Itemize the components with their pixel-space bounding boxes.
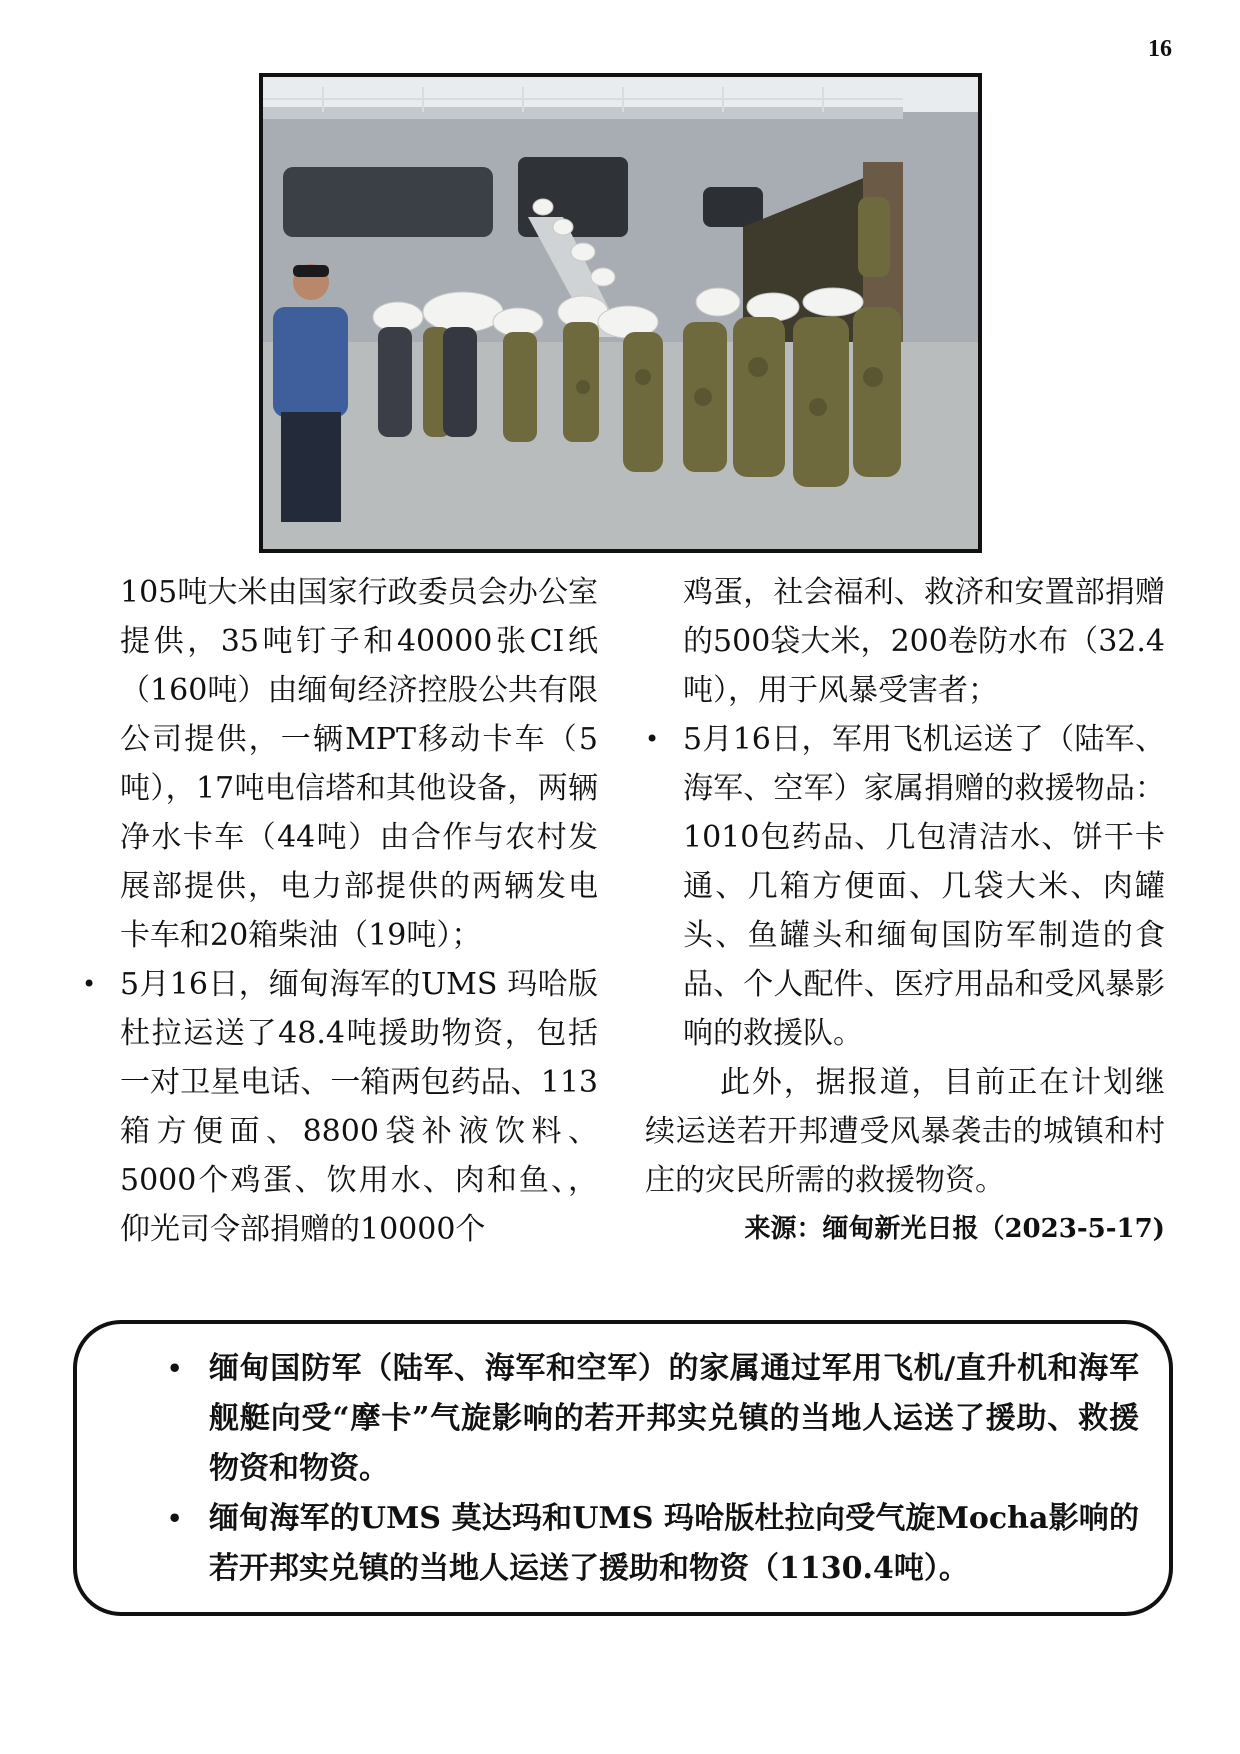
right-bullet-item: • 5月16日，军用飞机运送了（陆军、海军、空军）家属捐赠的救援物品：1010包药品、几包清洁水、饼干卡通、几箱方便面、几袋大米、肉罐头、鱼罐头和缅甸国防军制造的食品、个人配件、医疗用品和受风暴影响的救援队。 xyxy=(683,715,1165,1058)
left-bullet-item: • 5月16日，缅甸海军的UMS 玛哈版杜拉运送了48.4吨援助物资，包括一对卫星电话、一箱两包药品、113箱方便面、8800袋补液饮料、5000个鸡蛋、饮用水、肉和鱼、，仰光司令部捐赠的10000个 xyxy=(120,960,598,1254)
right-column xyxy=(645,568,1165,1254)
summary-item: • 缅甸国防军（陆军、海军和空军）的家属通过军用飞机/直升机和海军舰艇向受“摩卡”气旋影响的若开邦实兑镇的当地人运送了援助、救援物资和物资。 xyxy=(209,1344,1139,1494)
closing-paragraph: 此外，据报道，目前正在计划继续运送若开邦遭受风暴袭击的城镇和村庄的灾民所需的救援物资。 xyxy=(645,1065,1165,1198)
news-photo xyxy=(259,73,982,553)
source-citation: 来源：缅甸新光日报（2023-5-17) xyxy=(744,1214,1165,1244)
summary-list xyxy=(135,1344,1139,1594)
right-continued-bullet: 鸡蛋，社会福利、救济和安置部捐赠的500袋大米，200卷防水布（32.4吨），用于风暴受害者； xyxy=(683,575,1165,708)
ship-unloading-illustration xyxy=(263,77,978,549)
summary-item: • 缅甸海军的UMS 莫达玛和UMS 玛哈版杜拉向受气旋Mocha影响的若开邦实兑镇的当地人运送了援助和物资（1130.4吨）。 xyxy=(209,1494,1139,1594)
left-paragraph: 105吨大米由国家行政委员会办公室提供，35吨钉子和40000张CI纸（160吨）由缅甸经济控股公共有限公司提供，一辆MPT移动卡车（5吨），17吨电信塔和其他设备，两辆净水卡车（44吨）由合作与农村发展部提供，电力部提供的两辆发电卡车和20箱柴油（19吨）； xyxy=(120,575,598,953)
left-column xyxy=(120,568,598,1254)
page-number: 16 xyxy=(1148,36,1172,62)
summary-box xyxy=(73,1320,1173,1616)
